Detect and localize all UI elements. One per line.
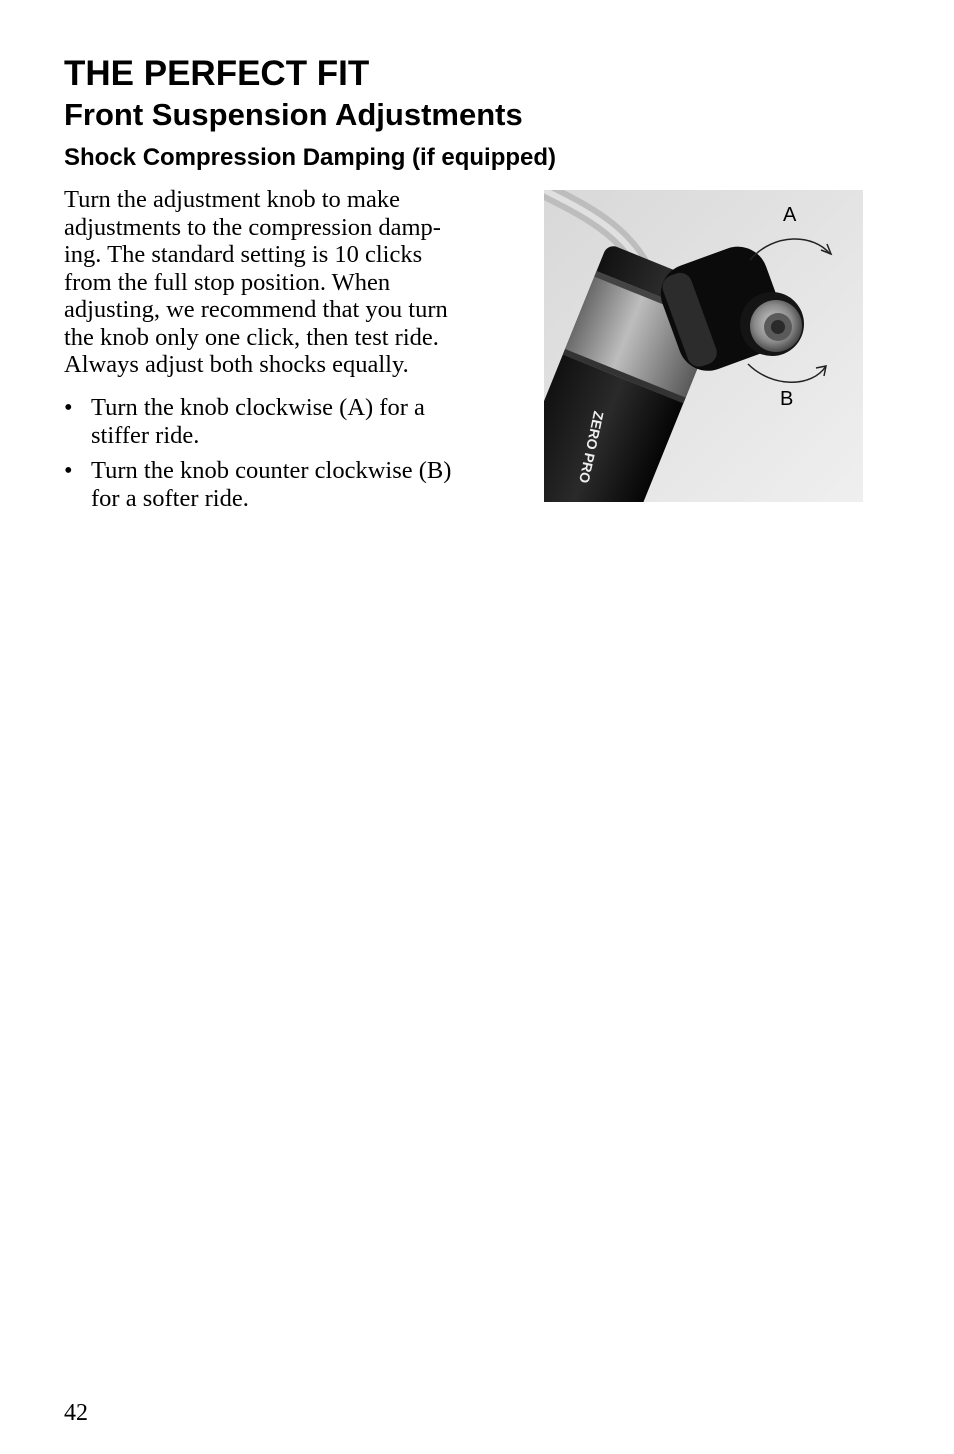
body-line: adjusting, we recommend that you turn	[64, 296, 448, 323]
label-b: B	[780, 388, 794, 410]
bullet-item-clockwise	[64, 394, 514, 449]
body-line: Turn the adjustment knob to make	[64, 186, 400, 213]
bullet-line: Turn the knob counter clockwise (B)	[91, 457, 452, 484]
page-number: 42	[64, 1400, 88, 1426]
bullet-icon: •	[64, 457, 73, 484]
shock-label-text: ZERO PRO	[576, 409, 607, 485]
subsection-title: Shock Compression Damping (if equipped)	[64, 144, 557, 171]
body-paragraph	[64, 186, 504, 379]
section-title: Front Suspension Adjustments	[64, 97, 523, 132]
body-line: adjustments to the compression damp-	[64, 213, 441, 241]
body-line: Always adjust both shocks equally.	[64, 351, 409, 378]
label-a: A	[783, 204, 797, 226]
body-line: from the full stop position. When	[64, 268, 391, 296]
body-line: the knob only one click, then test ride.	[64, 323, 439, 351]
bullet-item-counter-clockwise	[64, 457, 514, 512]
shock-knob-photo	[544, 190, 863, 502]
bullet-line: Turn the knob clockwise (A) for a	[91, 394, 425, 421]
page-title: THE PERFECT FIT	[64, 54, 370, 93]
body-line: ing. The standard setting is 10 clicks	[64, 241, 423, 268]
bullet-list	[64, 394, 514, 520]
shock-absorber-illustration	[544, 190, 863, 502]
bullet-icon: •	[64, 394, 73, 421]
bullet-line: for a softer ride.	[91, 484, 249, 512]
bullet-line: stiffer ride.	[91, 421, 200, 449]
